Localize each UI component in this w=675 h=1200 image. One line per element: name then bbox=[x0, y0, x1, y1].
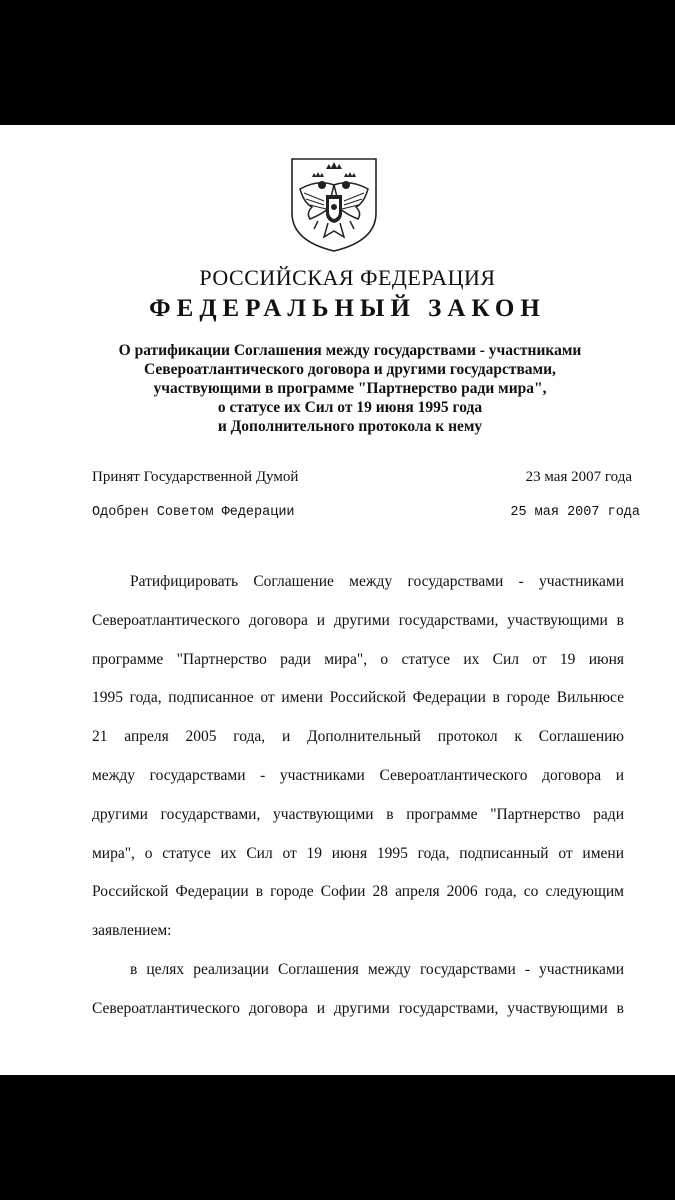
body-line: Ратифицировать Соглашение между государствами - участниками bbox=[130, 573, 624, 590]
law-title-line: О ратификации Соглашения между государствами - участниками bbox=[118, 342, 582, 359]
document-page bbox=[0, 125, 675, 1075]
body-line: 21 апреля 2005 года, и Дополнительный протокол к Соглашению bbox=[92, 728, 624, 746]
body-line: другими государствами, участвующими в программе "Партнерство ради bbox=[92, 805, 624, 823]
law-title bbox=[90, 341, 610, 436]
body-line: 1995 года, подписанное от имени Российской Федерации в городе Вильнюсе bbox=[92, 689, 624, 707]
law-title-line: участвующими в программе "Партнерство ради мира", bbox=[153, 380, 547, 397]
adoption-label: Принят Государственной Думой bbox=[92, 469, 299, 485]
law-type-heading: ФЕДЕРАЛЬНЫЙ ЗАКОН bbox=[149, 295, 546, 322]
body-line: заявлением: bbox=[92, 922, 172, 940]
adoption-date: 23 мая 2007 года bbox=[525, 469, 632, 485]
law-title-line: о статусе их Сил от 19 июня 1995 года bbox=[217, 399, 483, 416]
body-line: в целях реализации Соглашения между государствами - участниками bbox=[130, 960, 624, 978]
adoption-date: 25 мая 2007 года bbox=[510, 505, 640, 520]
law-title-line: Североатлантического договора и другими государствами, bbox=[144, 361, 556, 378]
country-heading: РОССИЙСКАЯ ФЕДЕРАЦИЯ bbox=[199, 265, 496, 290]
body-line: Североатлантического договора и другими государствами, участвующими в bbox=[92, 999, 624, 1017]
body-line: мира", о статусе их Сил от 19 июня 1995 года, подписанный от имени bbox=[92, 844, 624, 862]
adoption-label: Одобрен Советом Федерации bbox=[92, 505, 295, 520]
body-line: между государствами - участниками Североатлантического договора и bbox=[92, 766, 624, 784]
law-title-line: и Дополнительного протокола к нему bbox=[217, 418, 483, 435]
coat-of-arms-icon bbox=[288, 155, 380, 255]
body-line: Российской Федерации в городе Софии 28 апреля 2006 года, со следующим bbox=[92, 883, 624, 901]
body-line: Североатлантического договора и другими государствами, участвующими в bbox=[92, 611, 624, 629]
body-line: программе "Партнерство ради мира", о статусе их Сил от 19 июня bbox=[92, 650, 624, 668]
law-body bbox=[92, 563, 624, 1029]
